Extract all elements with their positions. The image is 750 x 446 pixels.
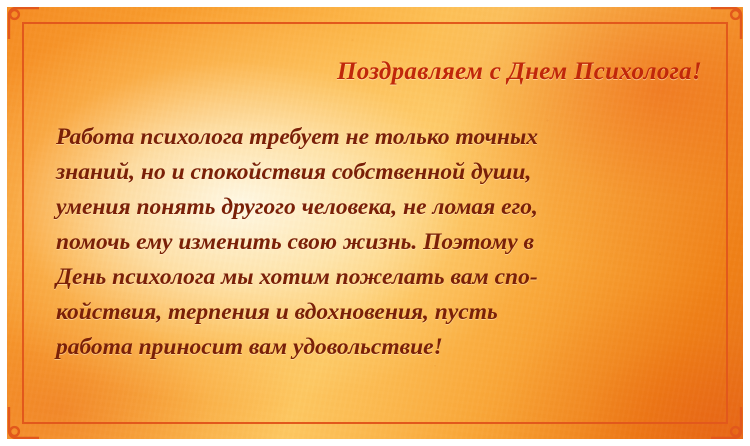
greeting-body-line: койствия, терпения и вдохновения, пусть bbox=[56, 299, 498, 325]
greeting-body-line: Работа психолога требует не только точных bbox=[56, 124, 539, 150]
greeting-body-line: знаний, но и спокойствия собственной души, bbox=[56, 159, 532, 185]
corner-ornament-bottom-right-icon bbox=[710, 406, 744, 440]
greeting-title: Поздравляем с Днем Психолога! bbox=[336, 58, 702, 85]
greeting-body bbox=[56, 120, 690, 365]
greeting-body-line: помочь ему изменить свою жизнь. Поэтому в bbox=[56, 229, 534, 255]
greeting-body-line: День психолога мы хотим пожелать вам спо- bbox=[56, 264, 538, 290]
greeting-body-line: умения понять другого человека, не ломая его, bbox=[56, 194, 538, 220]
corner-ornament-top-right-icon bbox=[710, 6, 744, 40]
card-content bbox=[44, 40, 706, 406]
corner-ornament-bottom-left-icon bbox=[6, 406, 40, 440]
corner-ornament-top-left-icon bbox=[6, 6, 40, 40]
greeting-body-line: работа приносит вам удовольствие! bbox=[56, 334, 443, 360]
